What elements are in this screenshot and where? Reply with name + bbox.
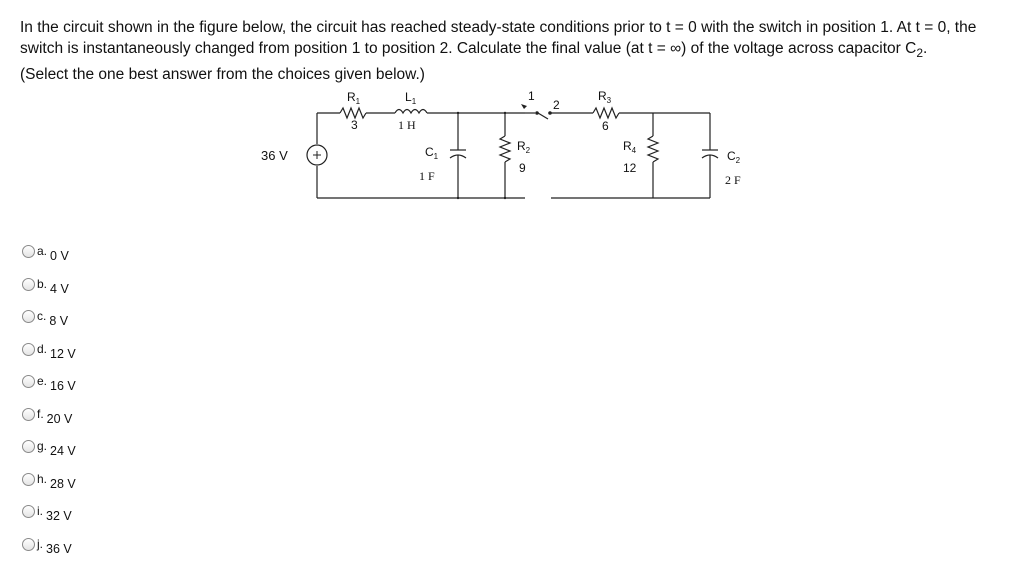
- switch-pos1: 1: [528, 89, 535, 103]
- choice-letter: j.: [37, 536, 43, 551]
- choice-letter: b.: [37, 276, 48, 291]
- source-label: 36 V: [261, 148, 288, 163]
- radio-button[interactable]: [22, 375, 35, 388]
- radio-button[interactable]: [22, 310, 35, 323]
- c1-label: $C_1$: [425, 145, 439, 161]
- choice-f[interactable]: [22, 407, 76, 440]
- choice-text: 4 V: [50, 281, 69, 296]
- r2-label: $R_2$: [517, 139, 531, 155]
- question-main: In the circuit shown in the figure below, the circuit has reached steady-state conditions prior to t = 0 with the switch in position 1. At t = 0, the switch is instantaneously changed from position 1 to position 2. Calculate the final value (at t = ∞) of the voltage across capacitor C: [20, 19, 977, 57]
- choice-text: 28 V: [50, 476, 76, 491]
- r2-value: 9: [519, 161, 526, 175]
- radio-button[interactable]: [22, 538, 35, 551]
- choice-text: 12 V: [50, 346, 76, 361]
- question-end: .: [923, 40, 928, 57]
- choice-text: 20 V: [46, 411, 73, 426]
- r3-value: 6: [602, 119, 609, 133]
- choice-text: 8 V: [49, 314, 69, 328]
- answer-choices: [22, 244, 76, 569]
- choice-letter: c.: [37, 309, 47, 323]
- r4-label: $R_4$: [623, 139, 637, 155]
- choice-j[interactable]: [22, 537, 76, 570]
- c2-value: 2 F: [725, 173, 741, 187]
- r3-label: $R_3$: [598, 89, 612, 105]
- radio-button[interactable]: [22, 473, 35, 486]
- choice-text: 16 V: [50, 379, 76, 393]
- choice-letter: i.: [37, 504, 43, 518]
- choice-letter: d.: [37, 341, 48, 356]
- radio-button[interactable]: [22, 245, 35, 258]
- radio-button[interactable]: [22, 440, 35, 453]
- r1-value: 3: [351, 118, 358, 132]
- choice-text: 32 V: [46, 509, 72, 523]
- choice-text: 36 V: [46, 541, 72, 556]
- question-subscript: 2: [916, 46, 924, 60]
- choice-i[interactable]: [22, 504, 76, 537]
- question-instruction: (Select the one best answer from the choices given below.): [20, 66, 425, 83]
- choice-text: 24 V: [50, 444, 76, 458]
- choice-g[interactable]: [22, 439, 76, 472]
- choice-letter: f.: [37, 406, 44, 421]
- circuit-diagram: [255, 84, 755, 204]
- choice-h[interactable]: [22, 472, 76, 505]
- radio-button[interactable]: [22, 343, 35, 356]
- radio-button[interactable]: [22, 278, 35, 291]
- choice-e[interactable]: [22, 374, 76, 407]
- choice-b[interactable]: [22, 277, 76, 310]
- c2-label: $C_2$: [727, 149, 741, 165]
- choice-text: 0 V: [50, 249, 69, 263]
- r1-label: $R_1$: [347, 90, 361, 106]
- choice-a[interactable]: [22, 244, 76, 277]
- choice-letter: h.: [37, 471, 48, 486]
- switch-pos2: 2: [553, 98, 560, 112]
- radio-button[interactable]: [22, 505, 35, 518]
- choice-letter: g.: [37, 439, 48, 453]
- choice-c[interactable]: [22, 309, 76, 342]
- l1-label: $L_1$: [405, 90, 417, 106]
- r4-value: 12: [623, 161, 637, 175]
- choice-letter: a.: [37, 244, 48, 258]
- choice-d[interactable]: [22, 342, 76, 375]
- radio-button[interactable]: [22, 408, 35, 421]
- c1-value: 1 F: [419, 169, 435, 183]
- l1-value: 1 H: [398, 118, 416, 132]
- question-text: [20, 17, 1005, 85]
- choice-letter: e.: [37, 374, 48, 388]
